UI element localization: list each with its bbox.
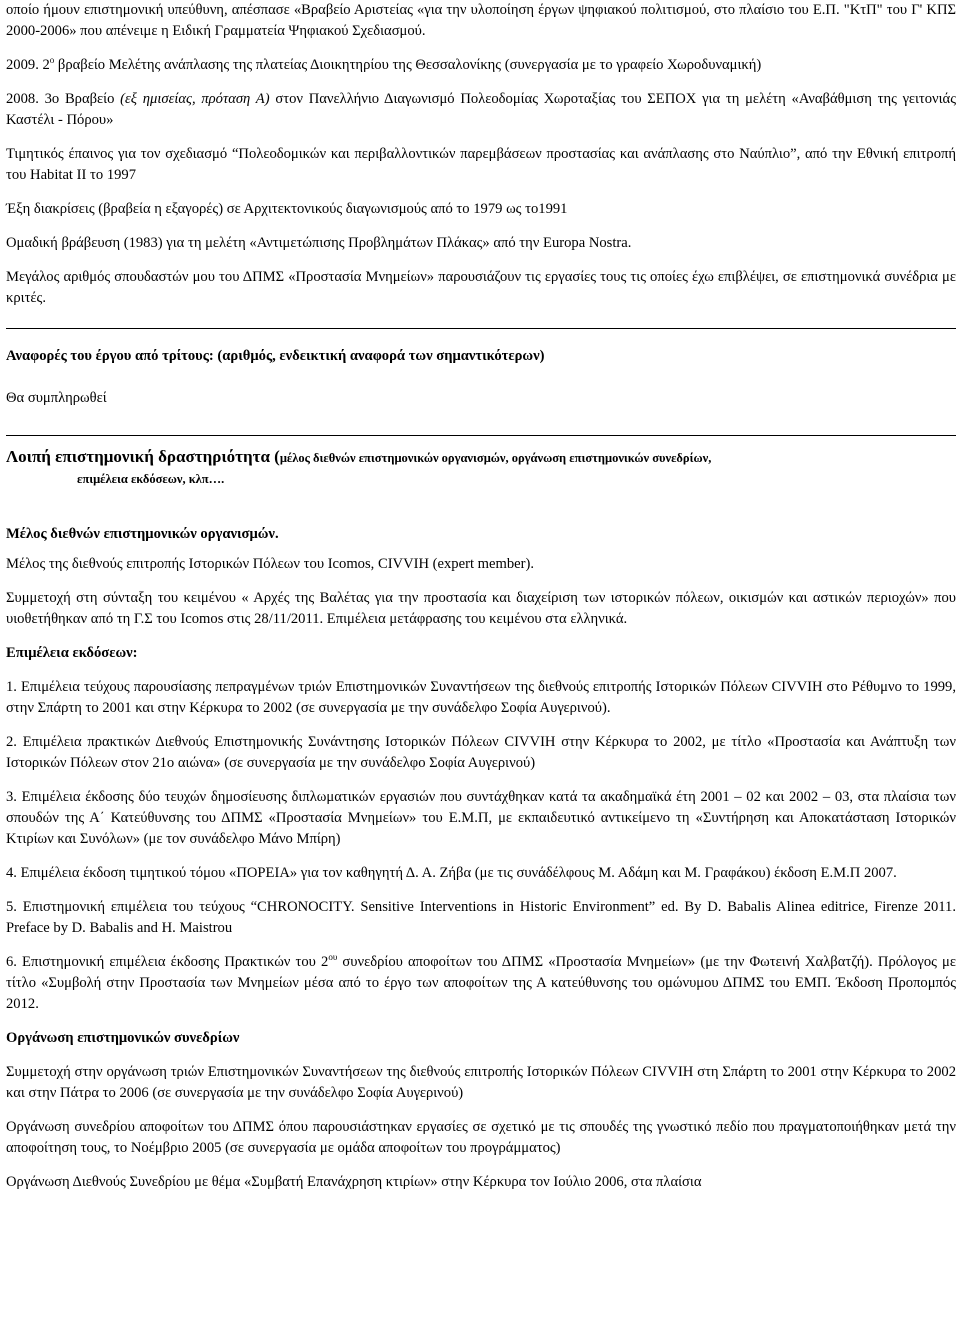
conference-item-2: Οργάνωση συνεδρίου αποφοίτων του ΔΠΜΣ όπου παρουσιάστηκαν εργασίες σε σχετικό με τις σπουδές της γνωστικό πεδίο που πραγματοποιήθηκαν μετά την αποφοίτηση τους, το Νοέμβριο 2005 (σε συνεργασία με ομάδα αποφοίτων του προγράμματος) (6, 1119, 956, 1156)
editing-item-4: 4. Επιμέλεια έκδοση τιμητικού τόμου «ΠΟΡΕΙΑ» για τον καθηγητή Δ. Α. Ζήβα (με τις συνάδέλφους Μ. Αδάμη και Μ. Γραφάκου) έκδοση Ε.Μ.Π 2007. (6, 865, 897, 881)
other-activity-title-large: Λοιπή επιστημονική δραστηριότητα ( (6, 447, 280, 466)
references-body: Θα συμπληρωθεί (6, 390, 107, 406)
six-distinctions: Έξη διακρίσεις (βραβεία η εξαγορές) σε Αρχιτεκτονικούς διαγωνισμούς από το 1979 ως το1991 (6, 201, 568, 217)
references-title: Αναφορές του έργου από τρίτους: (αριθμός, ενδεικτική αναφορά των σημαντικότερων) (6, 348, 545, 364)
award-2008-text: στον Πανελλήνιο Διαγωνισμό Πολεοδομίας Χωροταξίας του ΣΕΠΟΧ για τη μελέτη «Αναβάθμιση της γειτονιάς Καστέλι - Πόρου» (6, 91, 956, 128)
superscript: ου (328, 952, 338, 963)
students-paragraph: Μεγάλος αριθμός σπουδαστών μου του ΔΠΜΣ «Προστασία Μνημείων» παρουσιάζουν τις εργασίες τους τις οποίες έχω επιβλέψει, σε επιστημονικά συνέδρια με κριτές. (6, 269, 956, 306)
top-paragraph: οποίο ήμουν επιστημονική υπεύθυνη, απέσπασε «Βραβείο Αριστείας «για την υλοποίηση έργων ψηφιακού πολιτισμού, στο πλαίσιο του Ε.Π. "ΚτΠ" του Γ' ΚΠΣ 2000-2006» που απένειμε η Ειδική Γραμματεία Ψηφιακού Σχεδιασμού. (6, 2, 956, 39)
conferences-title: Οργάνωση επιστημονικών συνεδρίων (6, 1030, 240, 1046)
divider (6, 328, 956, 329)
conference-item-3: Οργάνωση Διεθνούς Συνεδρίου με θέμα «Συμβατή Επανάχρηση κτιρίων» στην Κέρκυρα τον Ιούλιο 2006, στα πλαίσια (6, 1174, 702, 1190)
award-2008-year: 2008. 3ο Βραβείο (6, 91, 121, 107)
editing-item-3: 3. Επιμέλεια έκδοσης δύο τευχών δημοσίευσης διπλωματικών εργασιών που συντάχθηκαν κατά τα ακαδημαϊκά έτη 2001 – 02 και 2002 – 03, στα πλαίσια των σπουδών της Α΄ Κατεύθυνσης του ΔΠΜΣ «Προστασία Μνημείων» του Ε.Μ.Π, με εκπαιδευτικό αντικείμενο τη «Συντήρηση και Αποκατάσταση Ιστορικών Κτιρίων και Συνόλων» (με τον συνάδελφο Μάνο Μπίρη) (6, 789, 956, 847)
europa-nostra-award: Ομαδική βράβευση (1983) για τη μελέτη «Αντιμετώπισης Προβλημάτων Πλάκας» από την Europa Nostra. (6, 235, 632, 251)
membership-title: Μέλος διεθνών επιστημονικών οργανισμών. (6, 526, 279, 542)
award-2008 (6, 89, 956, 131)
superscript: ο (49, 55, 55, 66)
editing-item-1: 1. Επιμέλεια τεύχους παρουσίασης πεπραγμένων τριών Επιστημονικών Συναντήσεων της διεθνούς επιτροπής Ιστορικών Πόλεων CIVVIH στο Ρέθυμνο το 1999, στην Σπάρτη το 2001 και στην Κέρκυρα το 2002 (σε συνεργασία με την συνάδελφο Σοφία Αυγερινού). (6, 679, 956, 716)
award-2009-text: βραβείο Μελέτης ανάπλασης της πλατείας Διοικητηρίου της Θεσσαλονίκης (συνεργασία με το γραφείο Χωροδυναμική) (54, 57, 762, 73)
award-2008-italic-note: (εξ ημισείας, πρόταση Α) (120, 91, 270, 107)
editing-item-6-prefix: 6. Επιστημονική επιμέλεια έκδοσης Πρακτικών του 2 (6, 954, 329, 970)
conference-item-1: Συμμετοχή στην οργάνωση τριών Επιστημονικών Συναντήσεων της διεθνούς επιτροπής Ιστορικών Πόλεων CIVVIH στη Σπάρτη το 2001 στην Κέρκυρα το 2002 και στην Πάτρα το 2006 (σε συνεργασία με την συνάδελφο Σοφία Αυγερινού) (6, 1064, 956, 1101)
other-activity-title (6, 446, 956, 469)
editing-item-6-text: συνεδρίου αποφοίτων του ΔΠΜΣ «Προστασία Μνημείων» (με την Φωτεινή Χαλβατζή). Πρόλογος με τίτλο «Συμβολή στην Προστασία των Μνημείων μέσα από το έργο των αποφοίτων της Α κατεύθυνσης του ομώνυμου ΔΠΜΣ του ΕΜΠ. Έκδοση Προπομπός 2012. (6, 954, 957, 1012)
membership-valletta: Συμμετοχή στη σύνταξη του κειμένου « Αρχές της Βαλέτας για την προστασία και διαχείριση των ιστορικών πόλεων, οικισμών και αστικών περιοχών» που υιοθετήθηκαν από τη Γ.Σ του Icomos στις 28/11/2011. Επιμέλεια μετάφρασης του κειμένου στα ελληνικά. (6, 590, 956, 627)
other-activity-title-small: μέλος διεθνών επιστημονικών οργανισμών, οργάνωση επιστημονικών συνεδρίων, (279, 451, 712, 465)
editing-item-5: 5. Επιστημονική επιμέλεια του τεύχους “CHRONOCITY. Sensitive Interventions in Historic Environment” ed. By D. Babalis Alinea editrice, Firenze 2011. Preface by D. Babalis and H. Maistrou (6, 899, 956, 936)
honor-nafplio: Τιμητικός έπαινος για τον σχεδιασμό “Πολεοδομικών και περιβαλλοντικών παρεμβάσεων προστασίας και ανάπλασης στο Ναύπλιο”, από την Εθνική επιτροπή του Habitat II το 1997 (6, 146, 956, 183)
document-page (6, 0, 956, 1193)
other-activity-title-line2: επιμέλεια εκδόσεων, κλπ…. (77, 472, 225, 486)
membership-icomos: Μέλος της διεθνούς επιτροπής Ιστορικών Πόλεων του Icomos, CIVVIH (expert member). (6, 556, 534, 572)
divider (6, 435, 956, 436)
award-2009 (6, 55, 956, 76)
award-2009-year: 2009. 2 (6, 57, 50, 73)
editing-item-2: 2. Επιμέλεια πρακτικών Διεθνούς Επιστημονικής Συνάντησης Ιστορικών Πόλεων CIVVIH στην Κέρκυρα το 2002, με τίτλο «Προστασία και Ανάπτυξη των Ιστορικών Πόλεων στον 21ο αιώνα» (σε συνεργασία με την συνάδελφο Σοφία Αυγερινού) (6, 734, 956, 771)
editing-item-6 (6, 952, 956, 1015)
editing-title: Επιμέλεια εκδόσεων: (6, 645, 138, 661)
